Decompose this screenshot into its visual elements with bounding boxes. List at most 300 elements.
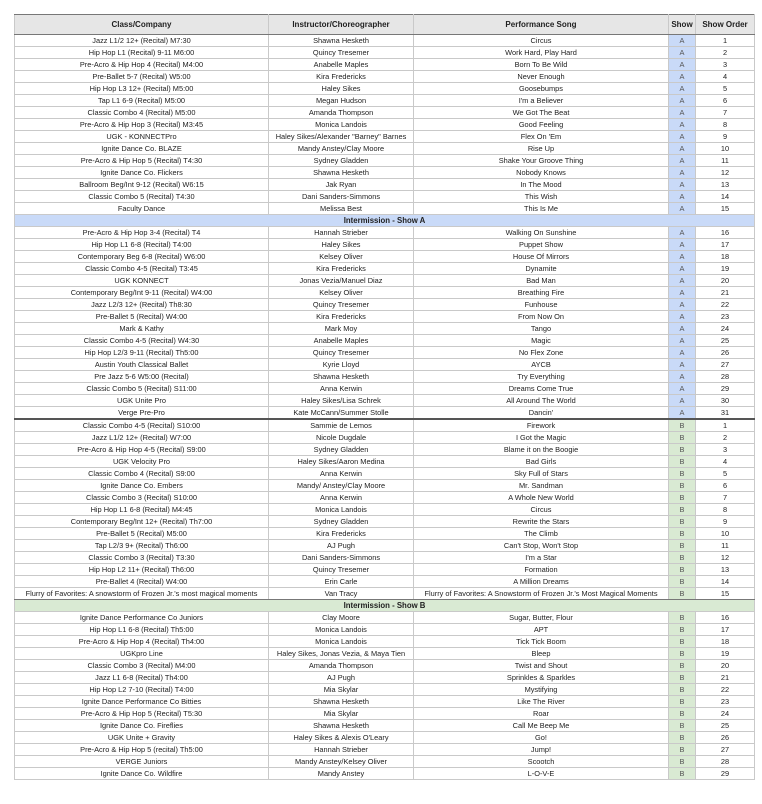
instructor-cell[interactable]: Mandy Anstey <box>269 768 414 780</box>
order-cell[interactable]: 16 <box>696 227 755 239</box>
class-cell[interactable]: Ignite Dance Performance Co Bitties <box>15 696 269 708</box>
song-cell[interactable]: Scootch <box>414 756 669 768</box>
class-cell[interactable]: Flurry of Favorites: A snowstorm of Frozen Jr.'s most magical moments <box>15 588 269 600</box>
song-cell[interactable]: Magic <box>414 335 669 347</box>
song-cell[interactable]: Tango <box>414 323 669 335</box>
order-cell[interactable]: 9 <box>696 516 755 528</box>
class-cell[interactable]: Hip Hop L2 11+ (Recital) Th6:00 <box>15 564 269 576</box>
class-cell[interactable]: Ignite Dance Performance Co Juniors <box>15 612 269 624</box>
class-cell[interactable]: Jazz L1/2 12+ (Recital) W7:00 <box>15 432 269 444</box>
class-cell[interactable]: UGK KONNECT <box>15 275 269 287</box>
song-cell[interactable]: Sprinkles & Sparkles <box>414 672 669 684</box>
show-cell[interactable]: A <box>669 131 696 143</box>
class-cell[interactable]: Tap L1 6-9 (Recital) M5:00 <box>15 95 269 107</box>
instructor-cell[interactable]: Mandy Anstey/Clay Moore <box>269 143 414 155</box>
show-cell[interactable]: A <box>669 359 696 371</box>
song-cell[interactable]: Puppet Show <box>414 239 669 251</box>
show-cell[interactable]: A <box>669 347 696 359</box>
song-cell[interactable]: Twist and Shout <box>414 660 669 672</box>
show-cell[interactable]: B <box>669 552 696 564</box>
song-cell[interactable]: Blame it on the Boogie <box>414 444 669 456</box>
song-cell[interactable]: L-O-V-E <box>414 768 669 780</box>
order-cell[interactable]: 26 <box>696 347 755 359</box>
instructor-cell[interactable]: Haley Sikes, Jonas Vezia, & Maya Tien <box>269 648 414 660</box>
instructor-cell[interactable]: Dani Sanders-Simmons <box>269 191 414 203</box>
order-cell[interactable]: 3 <box>696 444 755 456</box>
class-cell[interactable]: UGK Unite + Gravity <box>15 732 269 744</box>
show-cell[interactable]: A <box>669 47 696 59</box>
instructor-cell[interactable]: Clay Moore <box>269 612 414 624</box>
song-cell[interactable]: House Of Mirrors <box>414 251 669 263</box>
instructor-cell[interactable]: Haley Sikes/Alexander "Barney" Barnes <box>269 131 414 143</box>
instructor-cell[interactable]: Haley Sikes <box>269 239 414 251</box>
class-cell[interactable]: UGK Velocity Pro <box>15 456 269 468</box>
class-cell[interactable]: Ballroom Beg/Int 9-12 (Recital) W6:15 <box>15 179 269 191</box>
show-cell[interactable]: A <box>669 71 696 83</box>
intermission-label[interactable]: Intermission - Show B <box>15 600 755 612</box>
class-cell[interactable]: Classic Combo 3 (Recital) S10:00 <box>15 492 269 504</box>
show-cell[interactable]: A <box>669 191 696 203</box>
class-cell[interactable]: Classic Combo 4-5 (Recital) T3:45 <box>15 263 269 275</box>
class-cell[interactable]: Jazz L1/2 12+ (Recital) M7:30 <box>15 35 269 47</box>
song-cell[interactable]: Good Feeling <box>414 119 669 131</box>
instructor-cell[interactable]: Sydney Gladden <box>269 155 414 167</box>
class-cell[interactable]: Classic Combo 4 (Recital) S9:00 <box>15 468 269 480</box>
order-cell[interactable]: 24 <box>696 708 755 720</box>
show-cell[interactable]: B <box>669 564 696 576</box>
show-cell[interactable]: B <box>669 672 696 684</box>
show-cell[interactable]: A <box>669 287 696 299</box>
order-cell[interactable]: 7 <box>696 492 755 504</box>
show-cell[interactable]: B <box>669 720 696 732</box>
song-cell[interactable]: Nobody Knows <box>414 167 669 179</box>
instructor-cell[interactable]: Shawna Hesketh <box>269 696 414 708</box>
show-cell[interactable]: A <box>669 323 696 335</box>
show-cell[interactable]: B <box>669 624 696 636</box>
order-cell[interactable]: 1 <box>696 35 755 47</box>
show-cell[interactable]: A <box>669 335 696 347</box>
order-cell[interactable]: 4 <box>696 456 755 468</box>
song-cell[interactable]: Rewrite the Stars <box>414 516 669 528</box>
class-cell[interactable]: Hip Hop L2 7-10 (Recital) T4:00 <box>15 684 269 696</box>
class-cell[interactable]: Jazz L1 6-8 (Recital) Th4:00 <box>15 672 269 684</box>
class-cell[interactable]: Tap L2/3 9+ (Recital) Th6:00 <box>15 540 269 552</box>
class-cell[interactable]: Classic Combo 4 (Recital) M5:00 <box>15 107 269 119</box>
order-cell[interactable]: 20 <box>696 660 755 672</box>
song-cell[interactable]: Bleep <box>414 648 669 660</box>
order-cell[interactable]: 12 <box>696 552 755 564</box>
show-cell[interactable]: A <box>669 263 696 275</box>
order-cell[interactable]: 19 <box>696 263 755 275</box>
order-cell[interactable]: 21 <box>696 287 755 299</box>
class-cell[interactable]: Ignite Dance Co. Embers <box>15 480 269 492</box>
order-cell[interactable]: 27 <box>696 359 755 371</box>
show-cell[interactable]: B <box>669 468 696 480</box>
order-cell[interactable]: 29 <box>696 383 755 395</box>
show-cell[interactable]: B <box>669 648 696 660</box>
order-cell[interactable]: 14 <box>696 191 755 203</box>
class-cell[interactable]: Hip Hop L3 12+ (Recital) M5:00 <box>15 83 269 95</box>
show-cell[interactable]: A <box>669 95 696 107</box>
song-cell[interactable]: Like The River <box>414 696 669 708</box>
instructor-cell[interactable]: Shawna Hesketh <box>269 371 414 383</box>
instructor-cell[interactable]: Mandy Anstey/Kelsey Oliver <box>269 756 414 768</box>
show-cell[interactable]: B <box>669 612 696 624</box>
instructor-cell[interactable]: Kira Fredericks <box>269 528 414 540</box>
show-cell[interactable]: B <box>669 660 696 672</box>
instructor-cell[interactable]: Anabelle Maples <box>269 59 414 71</box>
show-cell[interactable]: A <box>669 167 696 179</box>
instructor-cell[interactable]: Mia Skylar <box>269 684 414 696</box>
class-cell[interactable]: Pre-Ballet 5 (Recital) M5:00 <box>15 528 269 540</box>
instructor-cell[interactable]: Hannah Strieber <box>269 227 414 239</box>
show-cell[interactable]: B <box>669 419 696 432</box>
order-cell[interactable]: 13 <box>696 179 755 191</box>
instructor-cell[interactable]: Kira Fredericks <box>269 311 414 323</box>
class-cell[interactable]: Hip Hop L2/3 9-11 (Recital) Th5:00 <box>15 347 269 359</box>
show-cell[interactable]: A <box>669 143 696 155</box>
instructor-cell[interactable]: Nicole Dugdale <box>269 432 414 444</box>
class-cell[interactable]: Pre-Acro & Hip Hop 4 (Recital) M4:00 <box>15 59 269 71</box>
instructor-cell[interactable]: Jonas Vezia/Manuel Diaz <box>269 275 414 287</box>
song-cell[interactable]: Dynamite <box>414 263 669 275</box>
instructor-cell[interactable]: Haley Sikes/Lisa Schrek <box>269 395 414 407</box>
show-cell[interactable]: A <box>669 311 696 323</box>
instructor-cell[interactable]: Kelsey Oliver <box>269 251 414 263</box>
order-cell[interactable]: 20 <box>696 275 755 287</box>
instructor-cell[interactable]: Monica Landois <box>269 504 414 516</box>
song-cell[interactable]: Sky Full of Stars <box>414 468 669 480</box>
show-cell[interactable]: B <box>669 756 696 768</box>
song-cell[interactable]: Call Me Beep Me <box>414 720 669 732</box>
instructor-cell[interactable]: Mark Moy <box>269 323 414 335</box>
song-cell[interactable]: Breathing Fire <box>414 287 669 299</box>
song-cell[interactable]: Flurry of Favorites: A Snowstorm of Frozen Jr.'s Most Magical Moments <box>414 588 669 600</box>
show-cell[interactable]: B <box>669 588 696 600</box>
class-cell[interactable]: Mark & Kathy <box>15 323 269 335</box>
song-cell[interactable]: Sugar, Butter, Flour <box>414 612 669 624</box>
song-cell[interactable]: In The Mood <box>414 179 669 191</box>
song-cell[interactable]: I'm a Believer <box>414 95 669 107</box>
show-cell[interactable]: B <box>669 732 696 744</box>
order-cell[interactable]: 3 <box>696 59 755 71</box>
instructor-cell[interactable]: Shawna Hesketh <box>269 35 414 47</box>
show-cell[interactable]: A <box>669 83 696 95</box>
song-cell[interactable]: Work Hard, Play Hard <box>414 47 669 59</box>
class-cell[interactable]: VERGE Juniors <box>15 756 269 768</box>
instructor-cell[interactable]: Shawna Hesketh <box>269 720 414 732</box>
song-cell[interactable]: Bad Man <box>414 275 669 287</box>
class-cell[interactable]: Pre-Acro & Hip Hop 5 (Recital) T4:30 <box>15 155 269 167</box>
show-cell[interactable]: B <box>669 504 696 516</box>
show-cell[interactable]: B <box>669 696 696 708</box>
song-cell[interactable]: We Got The Beat <box>414 107 669 119</box>
class-cell[interactable]: Pre-Ballet 4 (Recital) W4:00 <box>15 576 269 588</box>
song-cell[interactable]: Funhouse <box>414 299 669 311</box>
class-cell[interactable]: Classic Combo 3 (Recital) T3:30 <box>15 552 269 564</box>
show-cell[interactable]: B <box>669 444 696 456</box>
show-cell[interactable]: A <box>669 59 696 71</box>
order-cell[interactable]: 6 <box>696 95 755 107</box>
class-cell[interactable]: Hip Hop L1 6-8 (Recital) M4:45 <box>15 504 269 516</box>
show-cell[interactable]: A <box>669 155 696 167</box>
show-cell[interactable]: B <box>669 684 696 696</box>
class-cell[interactable]: UGK - KONNECTPro <box>15 131 269 143</box>
show-cell[interactable]: A <box>669 227 696 239</box>
order-cell[interactable]: 19 <box>696 648 755 660</box>
order-cell[interactable]: 25 <box>696 720 755 732</box>
class-cell[interactable]: Contemporary Beg/Int 12+ (Recital) Th7:00 <box>15 516 269 528</box>
song-cell[interactable]: From Now On <box>414 311 669 323</box>
instructor-cell[interactable]: Monica Landois <box>269 119 414 131</box>
instructor-cell[interactable]: AJ Pugh <box>269 540 414 552</box>
song-cell[interactable]: APT <box>414 624 669 636</box>
show-cell[interactable]: A <box>669 299 696 311</box>
instructor-cell[interactable]: Sydney Gladden <box>269 444 414 456</box>
show-cell[interactable]: A <box>669 275 696 287</box>
order-cell[interactable]: 11 <box>696 540 755 552</box>
class-cell[interactable]: Verge Pre-Pro <box>15 407 269 420</box>
instructor-cell[interactable]: Quincy Tresemer <box>269 347 414 359</box>
order-cell[interactable]: 7 <box>696 107 755 119</box>
order-cell[interactable]: 18 <box>696 636 755 648</box>
instructor-cell[interactable]: Anna Kerwin <box>269 383 414 395</box>
song-cell[interactable]: Circus <box>414 35 669 47</box>
song-cell[interactable]: Never Enough <box>414 71 669 83</box>
instructor-cell[interactable]: Haley Sikes <box>269 83 414 95</box>
class-cell[interactable]: Hip Hop L1 6-8 (Recital) Th5:00 <box>15 624 269 636</box>
class-cell[interactable]: Hip Hop L1 6-8 (Recital) T4:00 <box>15 239 269 251</box>
class-cell[interactable]: Pre-Acro & Hip Hop 3-4 (Recital) T4 <box>15 227 269 239</box>
show-cell[interactable]: B <box>669 636 696 648</box>
class-cell[interactable]: Classic Combo 4-5 (Recital) S10:00 <box>15 419 269 432</box>
song-cell[interactable]: The Climb <box>414 528 669 540</box>
order-cell[interactable]: 26 <box>696 732 755 744</box>
order-cell[interactable]: 5 <box>696 468 755 480</box>
song-cell[interactable]: Goosebumps <box>414 83 669 95</box>
show-cell[interactable]: A <box>669 35 696 47</box>
show-cell[interactable]: B <box>669 528 696 540</box>
class-cell[interactable]: Pre Jazz 5-6 W5:00 (Recital) <box>15 371 269 383</box>
order-cell[interactable]: 30 <box>696 395 755 407</box>
show-cell[interactable]: A <box>669 203 696 215</box>
order-cell[interactable]: 23 <box>696 311 755 323</box>
instructor-cell[interactable]: Kira Fredericks <box>269 71 414 83</box>
order-cell[interactable]: 17 <box>696 239 755 251</box>
show-cell[interactable]: B <box>669 480 696 492</box>
order-cell[interactable]: 31 <box>696 407 755 420</box>
order-cell[interactable]: 5 <box>696 83 755 95</box>
show-cell[interactable]: B <box>669 768 696 780</box>
order-cell[interactable]: 11 <box>696 155 755 167</box>
song-cell[interactable]: Mr. Sandman <box>414 480 669 492</box>
instructor-cell[interactable]: Kelsey Oliver <box>269 287 414 299</box>
class-cell[interactable]: Ignite Dance Co. Fireflies <box>15 720 269 732</box>
song-cell[interactable]: All Around The World <box>414 395 669 407</box>
show-cell[interactable]: A <box>669 119 696 131</box>
instructor-cell[interactable]: Quincy Tresemer <box>269 47 414 59</box>
song-cell[interactable]: Mystifying <box>414 684 669 696</box>
show-cell[interactable]: A <box>669 407 696 420</box>
instructor-cell[interactable]: Shawna Hesketh <box>269 167 414 179</box>
show-cell[interactable]: A <box>669 383 696 395</box>
order-cell[interactable]: 8 <box>696 504 755 516</box>
instructor-cell[interactable]: Haley Sikes/Aaron Medina <box>269 456 414 468</box>
show-cell[interactable]: B <box>669 744 696 756</box>
order-cell[interactable]: 18 <box>696 251 755 263</box>
instructor-cell[interactable]: Sammie de Lemos <box>269 419 414 432</box>
instructor-cell[interactable]: Mia Skylar <box>269 708 414 720</box>
instructor-cell[interactable]: Monica Landois <box>269 636 414 648</box>
class-cell[interactable]: Ignite Dance Co. Flickers <box>15 167 269 179</box>
order-cell[interactable]: 22 <box>696 299 755 311</box>
order-cell[interactable]: 2 <box>696 432 755 444</box>
order-cell[interactable]: 27 <box>696 744 755 756</box>
order-cell[interactable]: 15 <box>696 588 755 600</box>
class-cell[interactable]: Pre-Acro & Hip Hop 3 (Recital) M3:45 <box>15 119 269 131</box>
song-cell[interactable]: Bad Girls <box>414 456 669 468</box>
instructor-cell[interactable]: Monica Landois <box>269 624 414 636</box>
song-cell[interactable]: Dancin' <box>414 407 669 420</box>
song-cell[interactable]: Formation <box>414 564 669 576</box>
song-cell[interactable]: Try Everything <box>414 371 669 383</box>
order-cell[interactable]: 28 <box>696 371 755 383</box>
song-cell[interactable]: No Flex Zone <box>414 347 669 359</box>
show-cell[interactable]: B <box>669 708 696 720</box>
instructor-cell[interactable]: AJ Pugh <box>269 672 414 684</box>
show-cell[interactable]: A <box>669 395 696 407</box>
show-cell[interactable]: B <box>669 492 696 504</box>
song-cell[interactable]: Roar <box>414 708 669 720</box>
order-cell[interactable]: 29 <box>696 768 755 780</box>
instructor-cell[interactable]: Van Tracy <box>269 588 414 600</box>
class-cell[interactable]: Classic Combo 4-5 (Recital) W4:30 <box>15 335 269 347</box>
song-cell[interactable]: Born To Be Wild <box>414 59 669 71</box>
show-cell[interactable]: B <box>669 576 696 588</box>
order-cell[interactable]: 22 <box>696 684 755 696</box>
instructor-cell[interactable]: Haley Sikes & Alexis O'Leary <box>269 732 414 744</box>
show-cell[interactable]: B <box>669 432 696 444</box>
order-cell[interactable]: 14 <box>696 576 755 588</box>
instructor-cell[interactable]: Anabelle Maples <box>269 335 414 347</box>
instructor-cell[interactable]: Jak Ryan <box>269 179 414 191</box>
show-cell[interactable]: B <box>669 516 696 528</box>
instructor-cell[interactable]: Hannah Strieber <box>269 744 414 756</box>
instructor-cell[interactable]: Kira Fredericks <box>269 263 414 275</box>
class-cell[interactable]: Pre-Ballet 5 (Recital) W4:00 <box>15 311 269 323</box>
song-cell[interactable]: I'm a Star <box>414 552 669 564</box>
song-cell[interactable]: Tick Tick Boom <box>414 636 669 648</box>
class-cell[interactable]: Contemporary Beg 6-8 (Recital) W6:00 <box>15 251 269 263</box>
instructor-cell[interactable]: Anna Kerwin <box>269 492 414 504</box>
order-cell[interactable]: 1 <box>696 419 755 432</box>
song-cell[interactable]: Circus <box>414 504 669 516</box>
order-cell[interactable]: 25 <box>696 335 755 347</box>
show-cell[interactable]: A <box>669 107 696 119</box>
header-class-company[interactable]: Class/Company <box>15 15 269 35</box>
song-cell[interactable]: I Got the Magic <box>414 432 669 444</box>
instructor-cell[interactable]: Quincy Tresemer <box>269 299 414 311</box>
class-cell[interactable]: Classic Combo 3 (Recital) M4:00 <box>15 660 269 672</box>
class-cell[interactable]: Pre-Acro & Hip Hop 5 (recital) Th5:00 <box>15 744 269 756</box>
class-cell[interactable]: Faculty Dance <box>15 203 269 215</box>
header-instructor[interactable]: Instructor/Choreographer <box>269 15 414 35</box>
instructor-cell[interactable]: Kate McCann/Summer Stolle <box>269 407 414 420</box>
show-cell[interactable]: A <box>669 179 696 191</box>
instructor-cell[interactable]: Erin Carle <box>269 576 414 588</box>
class-cell[interactable]: UGK Unite Pro <box>15 395 269 407</box>
class-cell[interactable]: Austin Youth Classical Ballet <box>15 359 269 371</box>
order-cell[interactable]: 8 <box>696 119 755 131</box>
order-cell[interactable]: 28 <box>696 756 755 768</box>
header-show[interactable]: Show <box>669 15 696 35</box>
song-cell[interactable]: Go! <box>414 732 669 744</box>
instructor-cell[interactable]: Sydney Gladden <box>269 516 414 528</box>
class-cell[interactable]: Jazz L2/3 12+ (Recital) Th8:30 <box>15 299 269 311</box>
order-cell[interactable]: 4 <box>696 71 755 83</box>
instructor-cell[interactable]: Melissa Best <box>269 203 414 215</box>
song-cell[interactable]: This Is Me <box>414 203 669 215</box>
class-cell[interactable]: Pre-Acro & Hip Hop 4-5 (Recital) S9:00 <box>15 444 269 456</box>
order-cell[interactable]: 15 <box>696 203 755 215</box>
class-cell[interactable]: Pre-Acro & Hip Hop 5 (Recital) T5:30 <box>15 708 269 720</box>
order-cell[interactable]: 13 <box>696 564 755 576</box>
order-cell[interactable]: 10 <box>696 528 755 540</box>
order-cell[interactable]: 2 <box>696 47 755 59</box>
instructor-cell[interactable]: Kyrie Lloyd <box>269 359 414 371</box>
show-cell[interactable]: A <box>669 371 696 383</box>
song-cell[interactable]: Flex On 'Em <box>414 131 669 143</box>
order-cell[interactable]: 16 <box>696 612 755 624</box>
order-cell[interactable]: 12 <box>696 167 755 179</box>
header-performance-song[interactable]: Performance Song <box>414 15 669 35</box>
order-cell[interactable]: 9 <box>696 131 755 143</box>
song-cell[interactable]: Walking On Sunshine <box>414 227 669 239</box>
class-cell[interactable]: Contemporary Beg/Int 9-11 (Recital) W4:00 <box>15 287 269 299</box>
order-cell[interactable]: 17 <box>696 624 755 636</box>
song-cell[interactable]: Shake Your Groove Thing <box>414 155 669 167</box>
class-cell[interactable]: Pre-Ballet 5-7 (Recital) W5:00 <box>15 71 269 83</box>
class-cell[interactable]: Ignite Dance Co. Wildfire <box>15 768 269 780</box>
song-cell[interactable]: A Whole New World <box>414 492 669 504</box>
class-cell[interactable]: Classic Combo 5 (Recital) T4:30 <box>15 191 269 203</box>
song-cell[interactable]: Rise Up <box>414 143 669 155</box>
order-cell[interactable]: 24 <box>696 323 755 335</box>
show-cell[interactable]: B <box>669 540 696 552</box>
order-cell[interactable]: 21 <box>696 672 755 684</box>
show-cell[interactable]: B <box>669 456 696 468</box>
song-cell[interactable]: AYCB <box>414 359 669 371</box>
instructor-cell[interactable]: Quincy Tresemer <box>269 564 414 576</box>
order-cell[interactable]: 10 <box>696 143 755 155</box>
intermission-label[interactable]: Intermission - Show A <box>15 215 755 227</box>
class-cell[interactable]: Hip Hop L1 (Recital) 9-11 M6:00 <box>15 47 269 59</box>
song-cell[interactable]: Jump! <box>414 744 669 756</box>
show-cell[interactable]: A <box>669 251 696 263</box>
instructor-cell[interactable]: Mandy/ Anstey/Clay Moore <box>269 480 414 492</box>
header-show-order[interactable]: Show Order <box>696 15 755 35</box>
class-cell[interactable]: Classic Combo 5 (Recital) S11:00 <box>15 383 269 395</box>
song-cell[interactable]: A Million Dreams <box>414 576 669 588</box>
class-cell[interactable]: UGKpro Line <box>15 648 269 660</box>
song-cell[interactable]: Can't Stop, Won't Stop <box>414 540 669 552</box>
instructor-cell[interactable]: Amanda Thompson <box>269 660 414 672</box>
class-cell[interactable]: Pre-Acro & Hip Hop 4 (Recital) Th4:00 <box>15 636 269 648</box>
order-cell[interactable]: 23 <box>696 696 755 708</box>
song-cell[interactable]: Dreams Come True <box>414 383 669 395</box>
instructor-cell[interactable]: Anna Kerwin <box>269 468 414 480</box>
song-cell[interactable]: This Wish <box>414 191 669 203</box>
